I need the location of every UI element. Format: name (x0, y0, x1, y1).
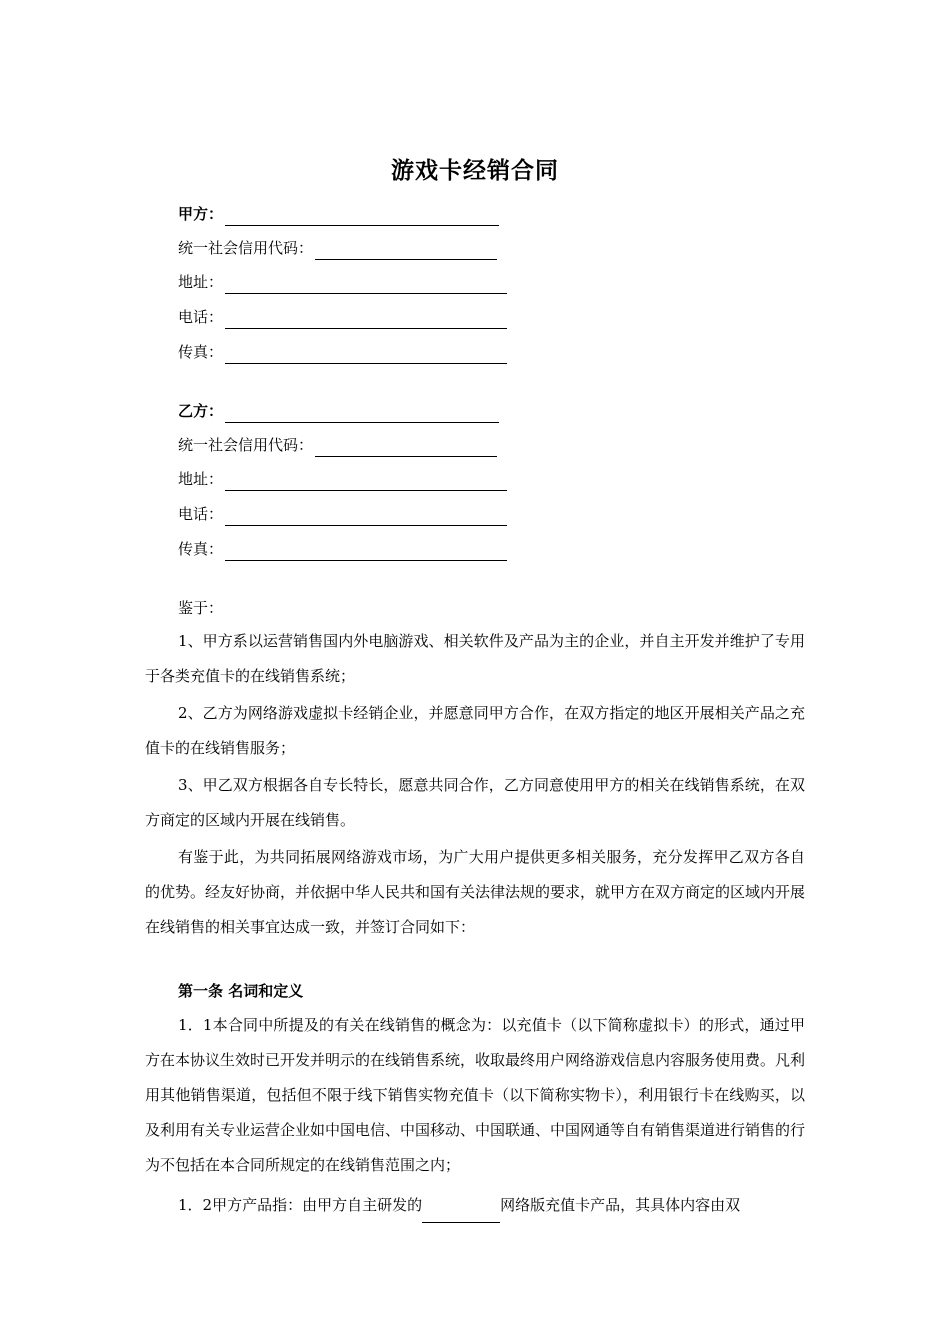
party-a-phone-blank[interactable] (225, 308, 507, 329)
party-a-name-field (178, 202, 499, 226)
party-b-credit-code-label: 统一社会信用代码： (178, 436, 314, 454)
party-a-address-blank[interactable] (225, 273, 507, 294)
party-b-credit-code-field (178, 433, 497, 457)
document-title: 游戏卡经销合同 (391, 158, 559, 184)
article-1-clause-1: 1．1本合同中所提及的有关在线销售的概念为：以充值卡（以下简称虚拟卡）的形式，通过甲方在本协议生效时已开发并明示的在线销售系统，收取最终用户网络游戏信息内容服务使用费。凡利用其他销售渠道，包括但不限于线下销售实物充值卡（以下简称实物卡），利用银行卡在线购买，以及利用有关专业运营企业如中国电信、中国移动、中国联通、中国网通等自有销售渠道进行销售的行为不包括在本合同所规定的在线销售范围之内； (145, 1016, 806, 1174)
party-b-phone-field (178, 502, 507, 526)
party-b-address-label: 地址： (178, 470, 224, 488)
party-a-name-blank[interactable] (225, 205, 499, 226)
party-b-address-blank[interactable] (225, 470, 507, 491)
preamble-paragraph-4: 有鉴于此，为共同拓展网络游戏市场，为广大用户提供更多相关服务，充分发挥甲乙双方各自的优势。经友好协商，并依据中华人民共和国有关法律法规的要求，就甲方在双方商定的区域内开展在线销售的相关事宜达成一致，并签订合同如下： (145, 848, 806, 936)
party-b-fax-blank[interactable] (225, 540, 507, 561)
party-b-fax-field (178, 537, 507, 561)
party-b-fax-label: 传真： (178, 540, 224, 558)
party-b-phone-label: 电话： (178, 505, 224, 523)
party-b-credit-code-blank[interactable] (315, 436, 497, 457)
preamble-paragraph-2: 2、乙方为网络游戏虚拟卡经销企业，并愿意同甲方合作，在双方指定的地区开展相关产品之充值卡的在线销售服务； (145, 704, 805, 757)
party-a-fax-field (178, 340, 507, 364)
party-a-credit-code-blank[interactable] (315, 239, 497, 260)
party-b-name-field (178, 399, 499, 423)
party-a-phone-field (178, 305, 507, 329)
party-a-address-field (178, 270, 507, 294)
party-b-name-label: 乙方： (178, 402, 224, 420)
party-a-phone-label: 电话： (178, 308, 224, 326)
party-a-fax-blank[interactable] (225, 343, 507, 364)
clause-2-text-before: 1．2甲方产品指：由甲方自主研发的 (178, 1196, 423, 1214)
article-1-clause-2 (145, 1188, 805, 1223)
party-b-name-blank[interactable] (225, 402, 499, 423)
preamble-paragraph-1: 1、甲方系以运营销售国内外电脑游戏、相关软件及产品为主的企业，并自主开发并维护了专用于各类充值卡的在线销售系统； (145, 632, 805, 685)
party-b-address-field (178, 467, 507, 491)
preamble-lead: 鉴于： (178, 599, 224, 617)
party-b-phone-blank[interactable] (225, 505, 507, 526)
preamble-paragraph-3: 3、甲乙双方根据各自专长特长，愿意共同合作，乙方同意使用甲方的相关在线销售系统，在双方商定的区域内开展在线销售。 (145, 776, 805, 829)
party-a-address-label: 地址： (178, 273, 224, 291)
product-name-blank[interactable] (422, 1204, 500, 1223)
party-a-credit-code-field (178, 236, 497, 260)
clause-2-text-after: 网络版充值卡产品，其具体内容由双 (500, 1196, 741, 1214)
party-a-fax-label: 传真： (178, 343, 224, 361)
party-a-credit-code-label: 统一社会信用代码： (178, 239, 314, 257)
party-a-name-label: 甲方： (178, 205, 224, 223)
article-1-heading: 第一条 名词和定义 (178, 982, 304, 1000)
